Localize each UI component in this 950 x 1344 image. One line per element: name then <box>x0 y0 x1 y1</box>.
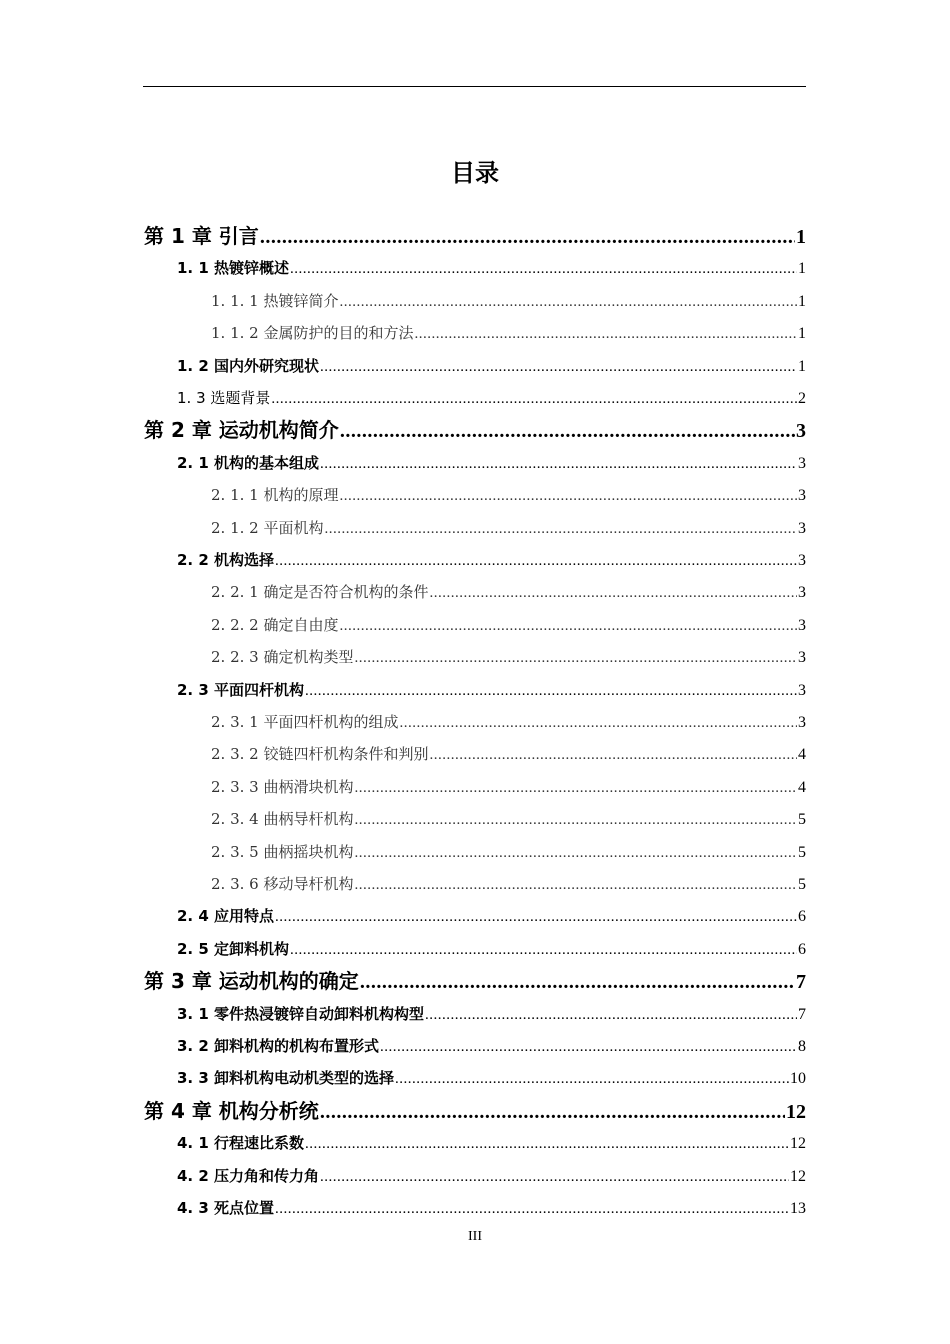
toc-entry-label: 2. 4 应用特点 <box>177 907 275 926</box>
toc-dot-leader <box>339 610 797 642</box>
toc-entry-label: 3. 2 卸料机构的机构布置形式 <box>177 1037 380 1055</box>
toc-dot-leader <box>429 577 797 609</box>
page-number-footer: III <box>468 1229 482 1244</box>
toc-entry-page: 3 <box>798 649 806 667</box>
toc-entry-page: 8 <box>798 1038 806 1055</box>
toc-dot-leader <box>399 707 797 739</box>
toc-chapter-entry[interactable] <box>144 1095 806 1127</box>
toc-subsection-entry[interactable] <box>211 479 806 511</box>
toc-entry-label: 4. 1 行程速比系数 <box>177 1134 305 1153</box>
toc-dot-leader <box>290 934 797 966</box>
toc-section-entry[interactable] <box>177 1192 806 1224</box>
toc-entry-page: 12 <box>790 1167 806 1185</box>
toc-dot-leader <box>305 675 797 707</box>
toc-entry-label: 1. 1 热镀锌概述 <box>177 259 290 278</box>
toc-entry-page: 1 <box>798 325 806 343</box>
toc-dot-leader <box>260 221 795 253</box>
toc-dot-leader <box>354 772 797 804</box>
toc-entry-page: 3 <box>798 487 806 505</box>
toc-entry-page: 1 <box>798 357 806 375</box>
toc-dot-leader <box>275 1193 789 1225</box>
header-rule <box>143 86 806 87</box>
toc-subsection-entry[interactable] <box>211 609 806 641</box>
toc-subsection-entry[interactable] <box>211 803 806 835</box>
toc-dot-leader <box>354 642 797 674</box>
toc-dot-leader <box>320 1096 785 1128</box>
toc-entry-label: 2. 3. 2 铰链四杆机构条件和判别 <box>211 745 429 764</box>
toc-entry-page: 5 <box>798 843 806 861</box>
toc-entry-page: 3 <box>798 519 806 537</box>
toc-subsection-entry[interactable] <box>211 836 806 868</box>
toc-entry-page: 10 <box>790 1070 806 1088</box>
toc-section-entry[interactable] <box>177 350 806 382</box>
toc-entry-label: 2. 1. 2 平面机构 <box>211 518 324 537</box>
toc-section-entry[interactable] <box>177 1030 806 1062</box>
toc-dot-leader <box>275 901 797 933</box>
toc-subsection-entry[interactable] <box>211 738 806 770</box>
toc-entry-label: 2. 5 定卸料机构 <box>177 939 290 958</box>
toc-entry-label: 2. 2. 1 确定是否符合机构的条件 <box>211 583 429 602</box>
toc-section-entry[interactable] <box>177 252 806 284</box>
toc-section-entry[interactable] <box>177 900 806 932</box>
toc-dot-leader <box>271 383 797 415</box>
toc-subsection-entry[interactable] <box>211 576 806 608</box>
toc-dot-leader <box>324 513 797 545</box>
toc-section-entry[interactable] <box>177 544 806 576</box>
toc-chapter-entry[interactable] <box>144 965 806 997</box>
toc-entry-label: 2. 3. 6 移动导杆机构 <box>211 875 354 893</box>
toc-entry-label: 2. 3. 5 曲柄摇块机构 <box>211 842 354 861</box>
toc-dot-leader <box>380 1031 797 1063</box>
toc-subsection-entry[interactable] <box>211 706 806 738</box>
toc-dot-leader <box>354 837 797 869</box>
toc-entry-label: 第 2 章 运动机构简介 <box>144 418 339 443</box>
toc-dot-leader <box>340 415 795 447</box>
toc-entry-page: 4 <box>798 746 806 764</box>
toc-entry-page: 5 <box>798 876 806 893</box>
toc-entry-page: 7 <box>796 971 806 994</box>
toc-entry-page: 3 <box>798 681 806 699</box>
toc-dot-leader <box>320 448 797 480</box>
toc-section-entry[interactable] <box>177 447 806 479</box>
toc-dot-leader <box>429 739 797 771</box>
toc-entry-label: 2. 3. 1 平面四杆机构的组成 <box>211 713 399 731</box>
toc-entry-label: 4. 2 压力角和传力角 <box>177 1166 320 1185</box>
toc-dot-leader <box>275 545 797 577</box>
toc-entry-label: 2. 1. 1 机构的原理 <box>211 486 339 505</box>
toc-entry-label: 3. 3 卸料机构电动机类型的选择 <box>177 1069 395 1088</box>
toc-dot-leader <box>425 999 797 1031</box>
toc-section-entry[interactable] <box>177 674 806 706</box>
toc-entry-page: 5 <box>798 811 806 829</box>
toc-entry-page: 3 <box>796 420 806 443</box>
toc-subsection-entry[interactable] <box>211 285 806 317</box>
toc-section-entry[interactable] <box>177 1062 806 1094</box>
toc-entry-label: 2. 2. 2 确定自由度 <box>211 615 339 634</box>
toc-dot-leader <box>395 1063 789 1095</box>
toc-entry-page: 12 <box>790 1135 806 1153</box>
toc-entry-page: 2 <box>798 390 806 407</box>
toc-entry-label: 2. 3. 3 曲柄滑块机构 <box>211 777 354 796</box>
toc-entry-page: 12 <box>786 1100 806 1123</box>
toc-entry-label: 2. 3 平面四杆机构 <box>177 680 305 699</box>
toc-entry-page: 4 <box>798 778 806 796</box>
toc-entry-page: 1 <box>798 260 806 278</box>
toc-dot-leader <box>339 286 797 318</box>
toc-dot-leader <box>354 804 797 836</box>
toc-subsection-entry[interactable] <box>211 868 806 900</box>
toc-chapter-entry[interactable] <box>144 414 806 446</box>
toc-entry-label: 3. 1 零件热浸镀锌自动卸料机构构型 <box>177 1004 425 1023</box>
toc-section-entry[interactable] <box>177 382 806 414</box>
toc-entry-page: 3 <box>798 714 806 731</box>
toc-dot-leader <box>320 1161 789 1193</box>
toc-subsection-entry[interactable] <box>211 317 806 349</box>
toc-dot-leader <box>354 869 797 901</box>
toc-dot-leader <box>360 966 795 998</box>
toc-dot-leader <box>305 1128 789 1160</box>
toc-entry-label: 2. 2. 3 确定机构类型 <box>211 648 354 667</box>
toc-entry-label: 第 3 章 运动机构的确定 <box>144 969 359 994</box>
toc-entry-label: 第 1 章 引言 <box>144 224 259 248</box>
toc-entry-label: 2. 2 机构选择 <box>177 551 275 569</box>
toc-entry-page: 3 <box>798 552 806 569</box>
toc-entry-page: 3 <box>798 454 806 472</box>
toc-entry-label: 2. 1 机构的基本组成 <box>177 453 320 472</box>
toc-entry-page: 7 <box>798 1005 806 1023</box>
page-title: 目录 <box>451 159 499 187</box>
toc-entry-label: 1. 1. 2 金属防护的目的和方法 <box>211 324 414 343</box>
toc-entry-label: 1. 1. 1 热镀锌简介 <box>211 291 339 310</box>
toc-dot-leader <box>320 351 797 383</box>
toc-entry-page: 3 <box>798 616 806 634</box>
toc-entry-label: 1. 2 国内外研究现状 <box>177 356 320 375</box>
toc-chapter-entry[interactable] <box>144 220 806 252</box>
toc-subsection-entry[interactable] <box>211 512 806 544</box>
toc-section-entry[interactable] <box>177 998 806 1030</box>
toc-entry-page: 13 <box>790 1200 806 1217</box>
toc-section-entry[interactable] <box>177 933 806 965</box>
toc-entry-page: 1 <box>796 226 806 248</box>
toc-entry-label: 1. 3 选题背景 <box>177 389 271 407</box>
toc-entry-page: 3 <box>798 584 806 602</box>
toc-entry-page: 6 <box>798 908 806 926</box>
toc-subsection-entry[interactable] <box>211 641 806 673</box>
toc-dot-leader <box>290 253 797 285</box>
toc-dot-leader <box>339 480 797 512</box>
toc-section-entry[interactable] <box>177 1127 806 1159</box>
toc-subsection-entry[interactable] <box>211 771 806 803</box>
toc-entry-page: 6 <box>798 940 806 958</box>
toc-entry-page: 1 <box>798 292 806 310</box>
toc-entry-label: 4. 3 死点位置 <box>177 1199 275 1217</box>
toc-entry-label: 2. 3. 4 曲柄导杆机构 <box>211 810 354 829</box>
toc-entry-label: 第 4 章 机构分析统 <box>144 1098 319 1123</box>
toc-section-entry[interactable] <box>177 1160 806 1192</box>
toc-dot-leader <box>414 318 797 350</box>
